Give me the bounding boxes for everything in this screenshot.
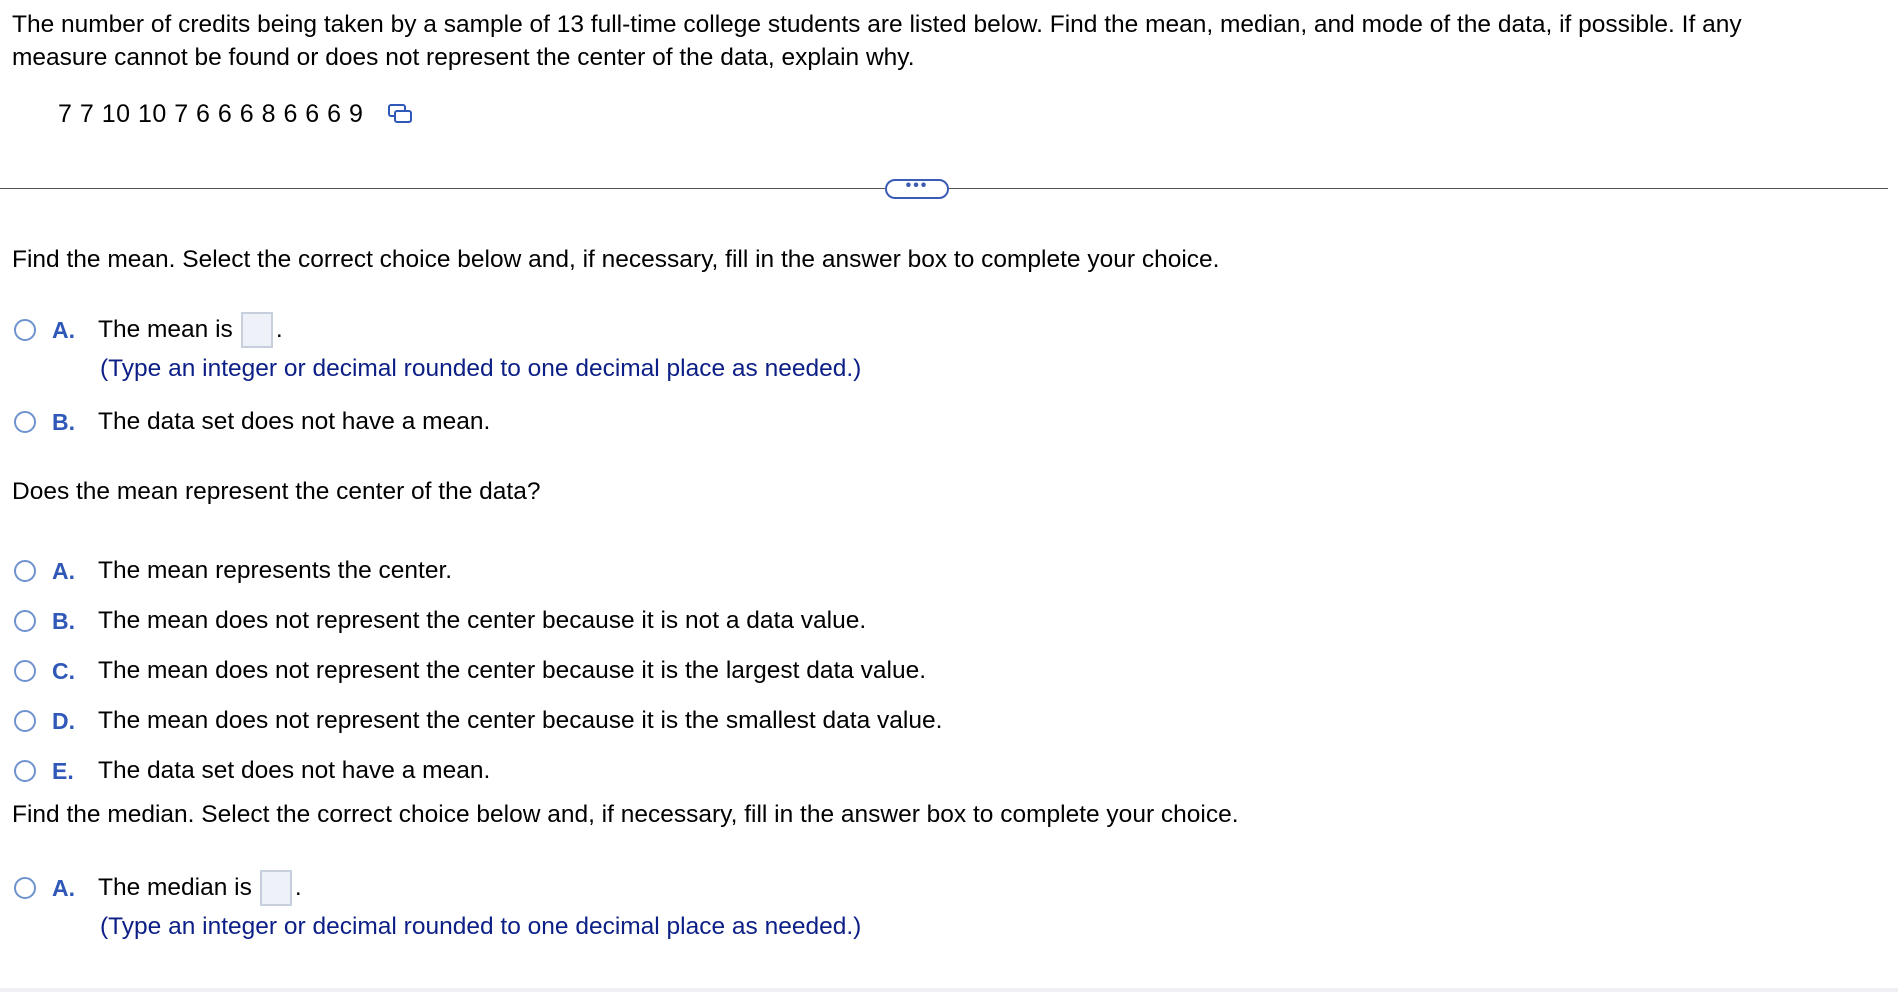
mean-option-b[interactable]	[14, 405, 490, 439]
data-values-row	[58, 97, 413, 131]
option-text: The mean is	[98, 316, 233, 343]
problem-line-1: The number of credits being taken by a sample of 13 full-time college students are listed below. Find the mean, median, and mode of the data, if possible. If any	[12, 11, 1742, 38]
center-option-b[interactable]	[14, 604, 866, 638]
more-button[interactable]: •••	[885, 179, 949, 199]
data-values: 7 7 10 10 7 6 6 6 8 6 6 6 9	[58, 99, 364, 128]
option-letter: B.	[52, 408, 75, 435]
copy-icon[interactable]	[387, 103, 413, 125]
center-option-e[interactable]	[14, 754, 490, 788]
problem-statement	[12, 8, 1882, 74]
option-text: The mean represents the center.	[98, 557, 453, 584]
radio-button[interactable]	[14, 560, 36, 582]
radio-button[interactable]	[14, 710, 36, 732]
radio-button[interactable]	[14, 319, 36, 341]
radio-button[interactable]	[14, 760, 36, 782]
option-letter: A.	[52, 874, 75, 901]
option-text: The data set does not have a mean.	[98, 408, 491, 435]
mean-answer-box[interactable]	[241, 312, 273, 348]
mean-hint: (Type an integer or decimal rounded to one decimal place as needed.)	[100, 355, 862, 382]
radio-button[interactable]	[14, 610, 36, 632]
bottom-divider	[0, 988, 1898, 992]
option-text: The mean does not represent the center because it is the smallest data value.	[98, 707, 943, 734]
mean-option-a[interactable]: A. The mean is .	[14, 313, 283, 347]
median-answer-box[interactable]	[260, 870, 292, 906]
radio-button[interactable]	[14, 660, 36, 682]
median-question-prompt: Find the median. Select the correct choice below and, if necessary, fill in the answer box to complete your choice.	[12, 801, 1239, 828]
option-text: The data set does not have a mean.	[98, 757, 491, 784]
option-letter: B.	[52, 607, 75, 634]
option-letter: C.	[52, 657, 75, 684]
option-letter: E.	[52, 757, 74, 784]
center-option-d[interactable]	[14, 704, 942, 738]
option-text: The mean does not represent the center because it is the largest data value.	[98, 657, 927, 684]
median-option-a[interactable]: A. The median is .	[14, 871, 302, 905]
option-letter: A.	[52, 316, 75, 343]
radio-button[interactable]	[14, 411, 36, 433]
option-text: The mean does not represent the center because it is not a data value.	[98, 607, 867, 634]
mean-question-prompt: Find the mean. Select the correct choice below and, if necessary, fill in the answer box to complete your choice.	[12, 246, 1220, 273]
center-option-a[interactable]	[14, 554, 452, 588]
problem-line-2: measure cannot be found or does not represent the center of the data, explain why.	[12, 44, 915, 71]
mean-center-question-prompt: Does the mean represent the center of the data?	[12, 478, 541, 505]
option-text: The median is	[98, 874, 252, 901]
median-hint: (Type an integer or decimal rounded to one decimal place as needed.)	[100, 913, 862, 940]
option-letter: A.	[52, 557, 75, 584]
option-letter: D.	[52, 707, 75, 734]
radio-button[interactable]	[14, 877, 36, 899]
center-option-c[interactable]	[14, 654, 926, 688]
